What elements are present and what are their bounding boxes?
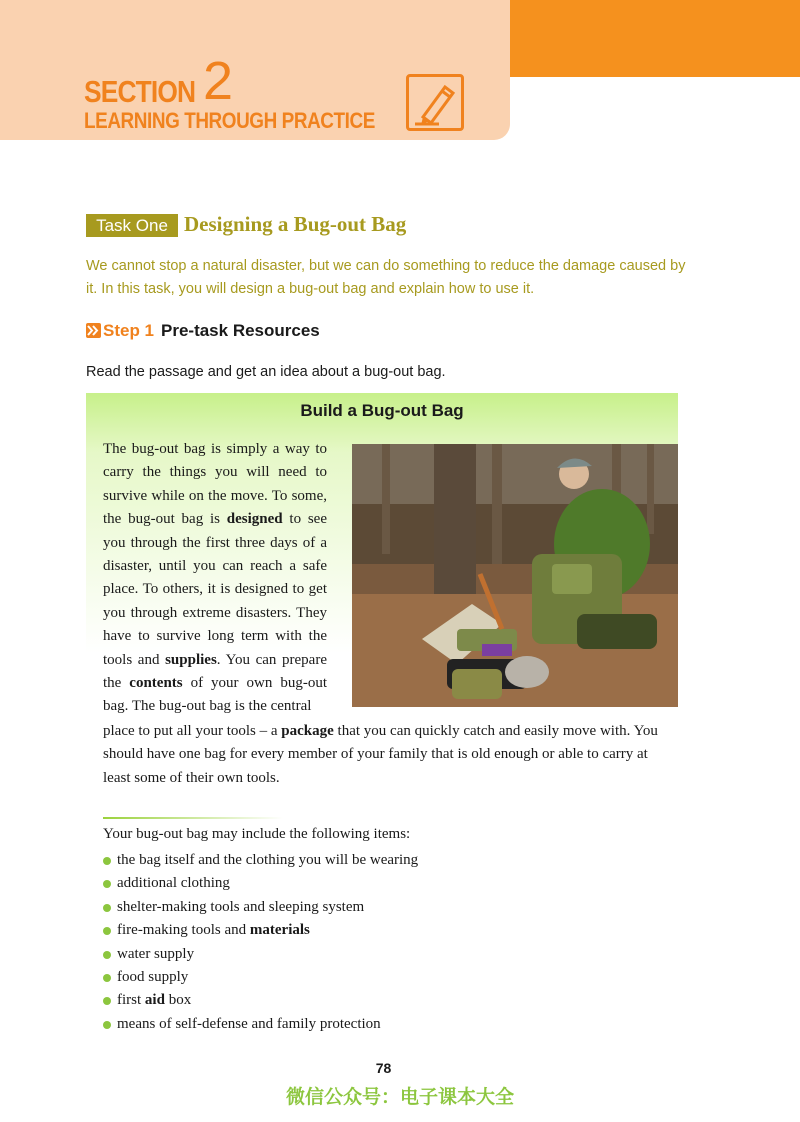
divider [103,817,283,819]
bullet-icon [103,927,111,935]
double-chevron-icon [86,323,101,338]
bullet-icon [103,1021,111,1029]
footer-watermark: 微信公众号：电子课本大全 [285,1087,514,1108]
pen-icon [406,74,464,131]
list-item [103,919,418,942]
list-item [103,943,418,966]
vocab-word: supplies [165,651,217,668]
item-bold: materials [249,922,310,939]
passage-text: of your own bug-out bag. The bug-out bag is the central [103,675,327,715]
item-text: the bag itself and the clothing you will be wearing [117,852,419,868]
passage-text: . You can prepare the [103,651,327,692]
vocab-word: package [281,723,334,739]
section-subtitle: LEARNING THROUGH PRACTICE [84,108,375,133]
list-item [103,1013,418,1036]
bullet-icon [103,880,111,888]
instruction: Read the passage and get an idea about a bug-out bag. [86,364,446,380]
section-word: SECTION [84,74,196,109]
item-text: water supply [117,945,195,962]
item-text: shelter-making tools and sleeping system [117,898,365,915]
item-text: fire-making tools and [117,922,250,939]
passage-text: place to put all your tools – a [103,723,282,739]
section-number: 2 [203,51,234,111]
item-list [103,849,418,1036]
list-item [103,989,418,1012]
list-item [103,896,418,919]
hiker-photo [352,444,678,707]
vocab-word: contents [129,675,183,692]
item-text: additional clothing [117,875,230,892]
passage-title: Build a Bug-out Bag [300,401,464,420]
list-item [103,849,418,872]
header-accent-block [510,0,800,77]
item-text: food supply [117,968,189,985]
item-text: box [164,992,192,1009]
task-title: Designing a Bug-out Bag [184,212,407,236]
item-text: means of self-defense and family protection [117,1015,381,1032]
bullet-icon [103,857,111,865]
bullet-icon [103,951,111,959]
item-text: first [117,992,145,1009]
list-item [103,872,418,895]
list-item [103,966,418,989]
passage-text: that you can quickly catch and easily move with. You should have one bag for every member of your family that is old enough or able to carry at least some of their own tools. [103,723,658,786]
bullet-icon [103,974,111,982]
vocab-word: designed [226,511,283,528]
task-intro: We cannot stop a natural disaster, but we can do something to reduce the damage caused by it. In this task, you will design a bug-out bag and explain how to use it. [86,258,686,297]
list-lead: Your bug-out bag may include the following items: [103,826,411,842]
step-title: Pre-task Resources [161,321,320,340]
step-label: Step 1 [103,321,155,340]
item-bold: aid [144,992,165,1009]
passage-text-column [103,438,327,719]
passage-text-continued [103,720,673,790]
passage-text: The bug-out bag is simply a way to carry the things you will need to survive while on the move. To some, the bug-out bag is [103,441,327,528]
bullet-icon [103,997,111,1005]
passage-text: to see you through the first three days of a disaster, until you can reach a safe place. To others, it is designed to get you through extreme disasters. They have to survive long term with the tools and [103,511,327,668]
bullet-icon [103,904,111,912]
task-badge: Task One [86,214,178,237]
page-number: 78 [375,1060,392,1076]
